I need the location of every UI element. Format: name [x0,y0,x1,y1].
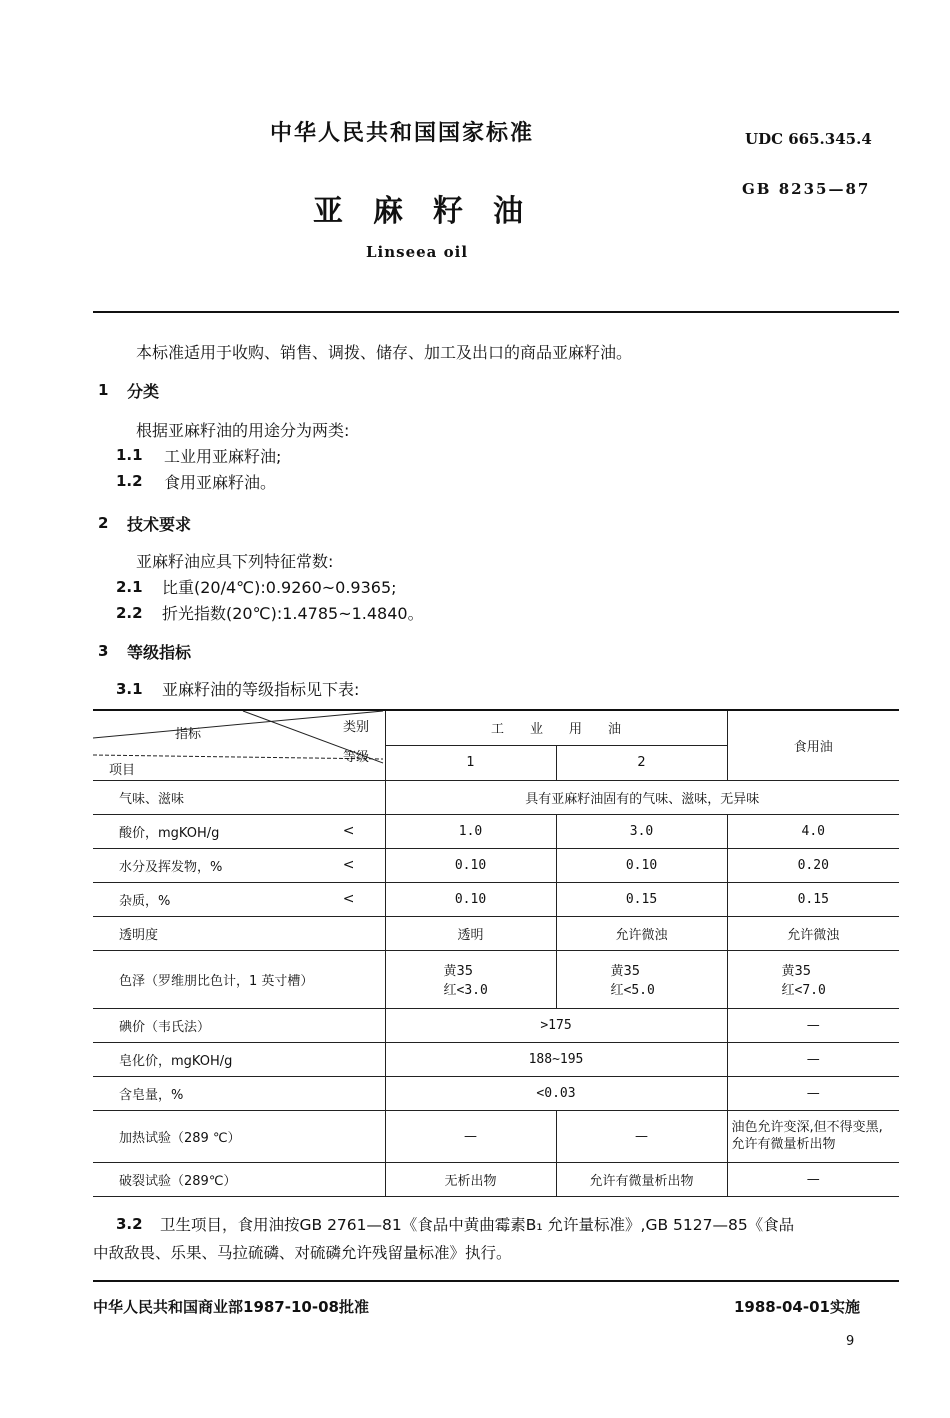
row-edible-value: — [727,1076,899,1110]
header-xiangmu: 项目 [109,763,136,778]
row-grade2-value [556,950,727,1008]
gb-standard-number: GB 8235—87 [742,180,871,198]
row-edible-value [727,950,899,1008]
row-item-label: 气味、滋味 [93,780,385,814]
section-3-number: 3 [98,642,109,660]
item-1-2-text: 食用亚麻籽油。 [164,473,277,492]
row-grade1-value: 无析出物 [385,1162,556,1196]
row-grade2-value: 允许微浊 [556,916,727,950]
table-row [93,916,899,950]
header-dengji: 等级 [343,750,370,765]
row-item-cell [93,814,385,848]
table-row [93,1042,899,1076]
section-1-title: 分类 [127,382,160,401]
row-item-label: 透明度 [93,916,385,950]
header-industrial-oil: 工 业 用 油 [385,710,727,745]
approval-statement: 中华人民共和国商业部1987-10-08批准 [93,1298,369,1316]
row-edible-value: 0.15 [727,882,899,916]
row-grade2-value: 0.15 [556,882,727,916]
document-subtitle: Linseea oil [366,243,469,261]
item-1-1-text: 工业用亚麻籽油; [164,447,282,466]
row-edible-value: 4.0 [727,814,899,848]
row-edible-value: 油色允许变深,但不得变黑,允许有微量析出物 [727,1110,899,1162]
table-row [93,1162,899,1196]
color-red: 红<3.0 [443,983,488,998]
row-grade2-value: 0.10 [556,848,727,882]
row-item-label: 水分及挥发物，% [119,859,223,875]
item-3-1-number: 3.1 [116,680,143,698]
row-item-label: 碘价（韦氏法） [93,1008,385,1042]
row-item-label: 加热试验（289 ℃） [93,1110,385,1162]
row-grade2-value: 3.0 [556,814,727,848]
less-than-sign: < [342,857,355,873]
table-row [93,814,899,848]
row-edible-value: 允许微浊 [727,916,899,950]
row-item-label: 杂质，% [119,893,171,909]
row-industrial-value: >175 [385,1008,727,1042]
section-2-title: 技术要求 [127,515,192,534]
grade-index-table [93,709,899,1197]
row-grade1-value: 0.10 [385,882,556,916]
row-industrial-value: 188~195 [385,1042,727,1076]
header-zhibiao: 指标 [175,727,202,742]
table-row [93,780,899,814]
table-corner-header [93,710,385,780]
row-grade1-value: 0.10 [385,848,556,882]
row-edible-value: 0.20 [727,848,899,882]
table-row [93,1076,899,1110]
header-leibie: 类别 [343,720,370,735]
item-2-2-number: 2.2 [116,604,143,622]
item-3-2-number: 3.2 [116,1215,143,1233]
row-item-label: 含皂量，% [93,1076,385,1110]
item-1-1-number: 1.1 [116,446,143,464]
row-grade2-value: — [556,1110,727,1162]
row-item-label: 破裂试验（289℃） [93,1162,385,1196]
color-red: 红<5.0 [610,983,655,998]
section-3-title: 等级指标 [127,643,192,662]
row-industrial-value: <0.03 [385,1076,727,1110]
color-yellow: 黄35 [781,964,812,979]
row-grade1-value: 透明 [385,916,556,950]
row-edible-value: — [727,1162,899,1196]
table-row [93,848,899,882]
table-row [93,1110,899,1162]
row-odor-value: 具有亚麻籽油固有的气味、滋味，无异味 [385,780,899,814]
header-grade-2: 2 [556,745,727,780]
table-row [93,882,899,916]
item-2-2-text: 折光指数(20℃):1.4785~1.4840。 [162,604,424,623]
color-yellow: 黄35 [610,964,641,979]
row-grade2-value: 允许有微量析出物 [556,1162,727,1196]
section-1-text: 根据亚麻籽油的用途分为两类: [136,421,350,440]
row-item-label: 皂化价，mgKOH/g [93,1042,385,1076]
item-1-2-number: 1.2 [116,472,143,490]
row-item-label: 色泽（罗维朋比色计，1 英寸槽） [93,950,385,1008]
effective-date: 1988-04-01实施 [734,1298,860,1316]
row-edible-value: — [727,1042,899,1076]
row-item-cell [93,848,385,882]
intro-paragraph: 本标准适用于收购、销售、调拨、储存、加工及出口的商品亚麻籽油。 [136,343,633,362]
item-2-1-text: 比重(20/4℃):0.9260~0.9365; [162,578,397,597]
less-than-sign: < [342,891,355,907]
row-edible-value: — [727,1008,899,1042]
less-than-sign: < [342,823,355,839]
diagonal-lines [93,711,385,781]
header-rule [93,311,899,313]
row-grade1-value: 1.0 [385,814,556,848]
item-3-1-text: 亚麻籽油的等级指标见下表: [162,680,360,699]
row-item-cell [93,882,385,916]
page-number: 9 [846,1334,855,1349]
item-2-1-number: 2.1 [116,578,143,596]
row-item-label: 酸价，mgKOH/g [119,825,220,841]
udc-code: UDC 665.345.4 [745,130,872,148]
section-2-number: 2 [98,514,109,532]
national-standard-heading: 中华人民共和国国家标准 [270,121,535,146]
table-row [93,950,899,1008]
row-grade1-value [385,950,556,1008]
header-grade-1: 1 [385,745,556,780]
section-2-text: 亚麻籽油应具下列特征常数: [136,552,334,571]
header-edible-oil: 食用油 [727,710,899,780]
color-red: 红<7.0 [781,983,826,998]
section-1-number: 1 [98,381,109,399]
item-3-2-line2: 中敌敌畏、乐果、马拉硫磷、对硫磷允许残留量标准》执行。 [93,1244,512,1262]
color-yellow: 黄35 [443,964,474,979]
footer-rule [93,1280,899,1282]
item-3-2-line1: 卫生项目，食用油按GB 2761—81《食品中黄曲霉素B₁ 允许量标准》,GB 5127—85《食品 [160,1216,795,1234]
document-title: 亚麻籽油 [313,194,553,229]
row-grade1-value: — [385,1110,556,1162]
table-row [93,1008,899,1042]
